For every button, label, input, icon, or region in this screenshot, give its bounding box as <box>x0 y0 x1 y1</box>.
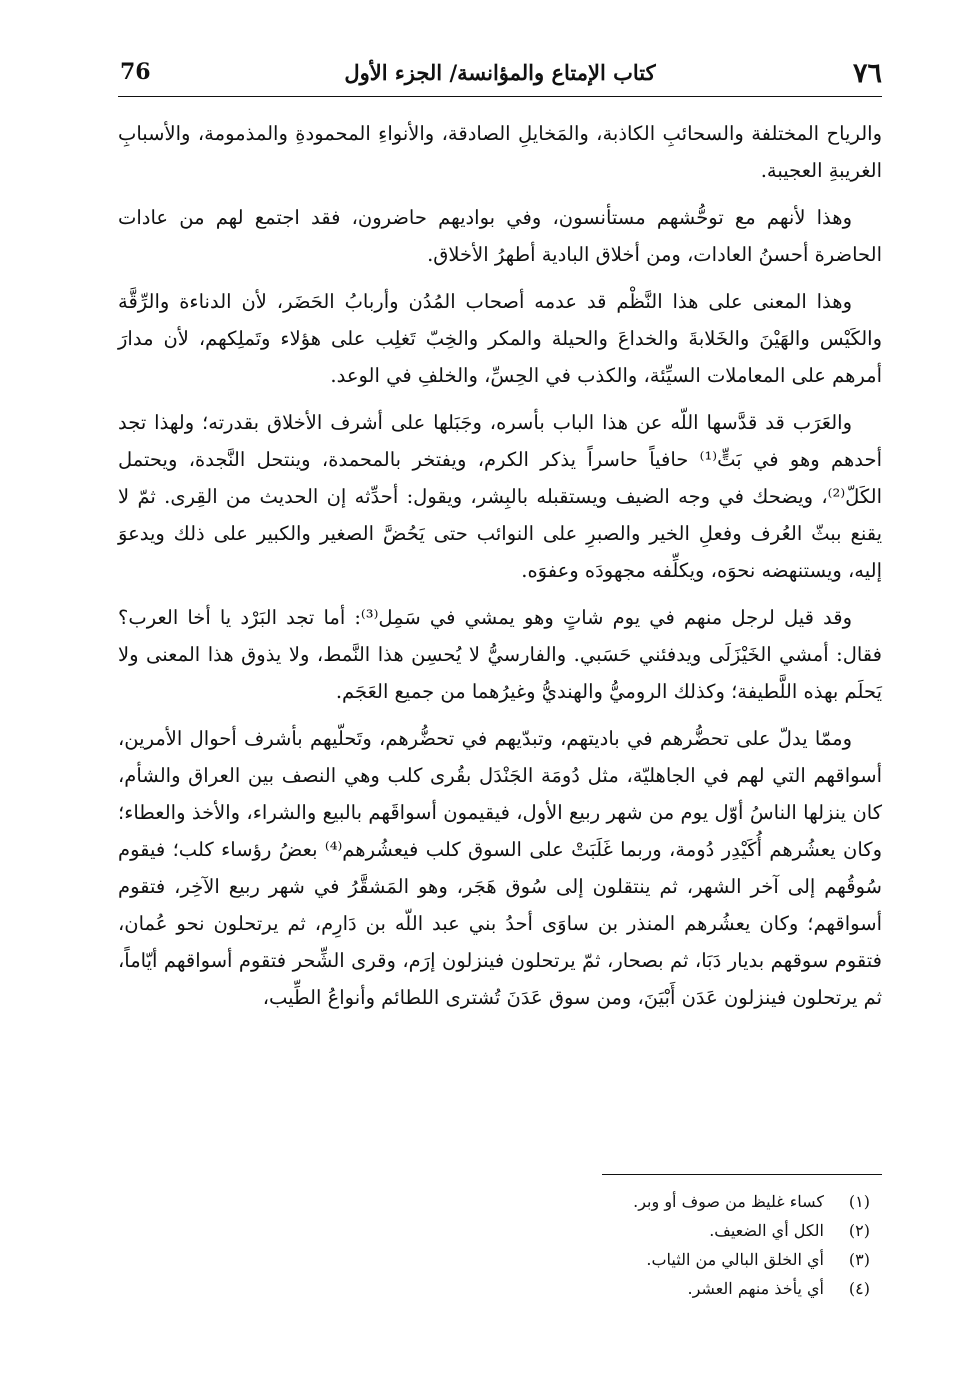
footnote-item <box>118 1245 870 1274</box>
page-number-latin: 76 <box>120 59 151 85</box>
footnote-text: الكل أي الضعيف. <box>709 1221 824 1240</box>
footnote-text: أي الخلق البالي من الثياب. <box>646 1250 824 1269</box>
paragraph: والرياح المختلفة والسحائبِ الكاذبة، والمَخايلِ الصادقة، والأنواءِ المحمودةِ والمذمومة، والأسبابِ الغريبةِ العجيبة. <box>118 122 882 182</box>
running-title: كتاب الإمتاع والمؤانسة/ الجزء الأول <box>344 60 656 85</box>
paragraph: والعَرَب قد قدَّسها اللّه عن هذا الباب بأسره، وجَبَلها على أشرف الأخلاق بقدرته؛ ولهذا تجد أحدهم وهو في بَتٍّ⁽¹⁾ حافياً حاسراً يذكر الكرم، ويفتخر بالمحمدة، وينتحل النَّجدة، ويحتمل الكَلّ⁽²⁾، ويضحك في وجه الضيف ويستقبله بالبِشر، ويقول: أحدِّثه إن الحديث من القِرى. ثمّ لا يقنع ببثّ العُرف وفعلِ الخير والصبرِ على النوائب حتى يَحُضَّ الصغير والكبير على ذلك ويدعوَ إليه، ويستنهضه نحوَه، ويكلِّفه مجهودَه وعفوَه. <box>118 411 882 582</box>
footnote-item <box>118 1274 870 1303</box>
footnote-text: كساء غليظ من صوف أو وبر. <box>633 1192 824 1211</box>
running-header <box>118 46 882 97</box>
main-text <box>118 115 882 1016</box>
footnote-number: (١) <box>848 1192 870 1211</box>
footnote-number: (٣) <box>848 1250 870 1269</box>
footnote-number: (٤) <box>848 1279 870 1298</box>
paragraph: وهذا المعنى على هذا النَّظْم قد عدمه أصحاب المُدُن وأربابُ الحَضَر، لأن الدناءة والرِّقَّة والكَيْس والهَيْنَ والخَلابةَ والخداعَ والحيلة والمكر والخِبّ تَغلِب على هؤلاء وتَملِكهم، لأن مدارَ أمرهم على المعاملات السيِّئة، والكذب في الحِسِّ، والخلفِ في الوعد. <box>118 290 882 387</box>
paragraph: وممّا يدلّ على تحضُّرهم في باديتهم، وتبدّيهم في تحضُّرهم، وتَحلّيهم بأشرف أحوال الأمرين، أسواقهم التي لهم في الجاهليّة، مثل دُومَة الجَنْدَل بقُرى كلب وهي النصف بين العراق والشأم، كان ينزلها الناسُ أوّل يوم من شهر ربيع الأول، فيقيمون أسواقَهم بالبيع والشراء، والأخذ والعطاء؛ وكان يعشُرهم أُكَيْدِر دُومة، وربما غَلَبَتْ على السوق كلب فيعشُرهم⁽⁴⁾ بعضُ رؤساء كلب؛ فيقوم سُوقُهم إلى آخر الشهر، ثم ينتقلون إلى سُوق هَجَر، وهو المَشقَّرُ في شهر ربيع الآخِر، فتقوم أسواقهم؛ وكان يعشُرهم المنذر بن ساوَى أحدُ بني عبد اللّه بن دَارِم، ثم يرتحلون نحو عُمان، فتقوم سوقهم بديار دَبَا، ثم بصحار، ثمّ يرتحلون فينزلون إرَم، وقرى الشِّحر فتقوم أسواقهم أيّاماً، ثم يرتحلون فينزلون عَدَن أَبْيَنَ، ومن سوق عَدَنَ تُشترى اللطائم وأنواعُ الطِّيب، <box>118 727 882 1009</box>
footnote-number: (٢) <box>848 1221 870 1240</box>
footnote-text: أي يأخذ منهم العشر. <box>687 1279 824 1298</box>
page-number-arabic: ٧٦ <box>852 58 882 89</box>
footnote-list <box>118 1187 882 1303</box>
book-page <box>118 46 882 1346</box>
paragraph: وقد قيل لرجل منهم في يوم شاتٍ وهو يمشي في سَمِل⁽³⁾: أما تجد البَرْد يا أخا العرب؟ فقال: أمشي الخَيْزَلَى ويدفئني حَسَبي. والفارسيُّ لا يُحسِن هذا النَّمط، ولا يذوق هذا المعنى ولا يَحلَم بهذه اللَّطيفة؛ وكذلك الروميُّ والهنديُّ وغيرُهما من جميع العَجَم. <box>118 606 882 703</box>
footnote-item <box>118 1187 870 1216</box>
footnotes <box>118 1174 882 1303</box>
footnote-divider <box>602 1174 882 1175</box>
footnote-item <box>118 1216 870 1245</box>
paragraph: وهذا لأنهم مع توحُّشهم مستأنسون، وفي بواديهم حاضرون، فقد اجتمع لهم من عادات الحاضرة أحسنُ العادات، ومن أخلاق البادية أطهرُ الأخلاق. <box>118 206 882 266</box>
